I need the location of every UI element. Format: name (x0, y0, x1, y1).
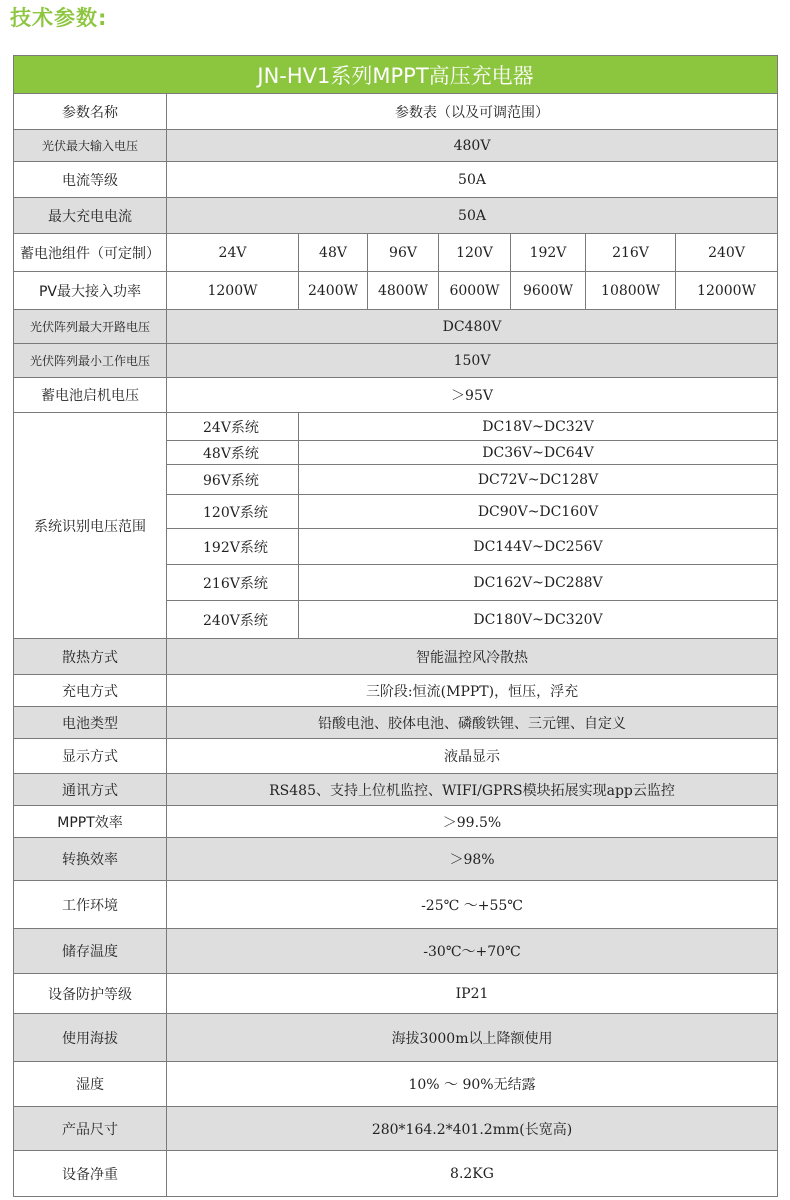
param-name: 最大充电电流 (14, 198, 167, 234)
param-name: 光伏阵列最小工作电压 (14, 344, 167, 378)
system-id-range: DC18V~DC32V (299, 413, 778, 441)
battery-voltage-cell: 192V (511, 234, 586, 272)
system-id-range: DC180V~DC320V (299, 601, 778, 639)
system-id-system: 192V系统 (167, 529, 299, 565)
system-id-range: DC162V~DC288V (299, 565, 778, 601)
page-heading: 技术参数: (10, 6, 108, 30)
param-value: 280*164.2*401.2mm(长宽高) (167, 1107, 778, 1151)
param-name: MPPT效率 (14, 806, 167, 838)
param-name: 使用海拔 (14, 1014, 167, 1062)
param-value: 150V (167, 344, 778, 378)
system-id-range: DC72V~DC128V (299, 465, 778, 495)
param-name: 通讯方式 (14, 774, 167, 806)
param-value: 50A (167, 198, 778, 234)
pv-power-cell: 9600W (511, 272, 586, 310)
param-name: 蓄电池组件（可定制） (14, 234, 167, 272)
system-id-system: 120V系统 (167, 495, 299, 529)
param-value-header: 参数表（以及可调范围） (167, 94, 778, 130)
param-value: 10% ～ 90%无结露 (167, 1062, 778, 1107)
param-name-header: 参数名称 (14, 94, 167, 130)
battery-voltage-cell: 24V (167, 234, 299, 272)
param-name: 散热方式 (14, 639, 167, 675)
param-name: 产品尺寸 (14, 1107, 167, 1151)
pv-power-cell: 1200W (167, 272, 299, 310)
param-name: 充电方式 (14, 675, 167, 707)
param-name: 光伏阵列最大开路电压 (14, 310, 167, 344)
param-name: 光伏最大输入电压 (14, 130, 167, 162)
system-id-name: 系统识别电压范围 (14, 413, 167, 639)
param-value: RS485、支持上位机监控、WIFI/GPRS模块拓展实现app云监控 (167, 774, 778, 806)
system-id-system: 24V系统 (167, 413, 299, 441)
param-name: 显示方式 (14, 739, 167, 774)
table-title: JN-HV1系列MPPT高压充电器 (14, 56, 778, 94)
battery-voltage-cell: 48V (299, 234, 368, 272)
param-name: 储存温度 (14, 929, 167, 974)
param-name: 湿度 (14, 1062, 167, 1107)
spec-table (13, 55, 778, 1197)
param-name: 设备净重 (14, 1151, 167, 1197)
param-value: ＞99.5% (167, 806, 778, 838)
param-value: 铅酸电池、胶体电池、磷酸铁锂、三元锂、自定义 (167, 707, 778, 739)
pv-power-cell: 6000W (439, 272, 511, 310)
battery-voltage-cell: 120V (439, 234, 511, 272)
param-name: 电流等级 (14, 162, 167, 198)
system-id-range: DC90V~DC160V (299, 495, 778, 529)
system-id-system: 240V系统 (167, 601, 299, 639)
param-name: 蓄电池启机电压 (14, 378, 167, 413)
param-value: -25℃ ～+55℃ (167, 881, 778, 929)
pv-power-cell: 12000W (676, 272, 778, 310)
pv-power-cell: 4800W (368, 272, 439, 310)
pv-power-cell: 2400W (299, 272, 368, 310)
param-value: 海拔3000m以上降额使用 (167, 1014, 778, 1062)
battery-voltage-cell: 216V (586, 234, 676, 272)
param-value: IP21 (167, 974, 778, 1014)
param-value: 三阶段:恒流(MPPT)，恒压，浮充 (167, 675, 778, 707)
param-value: 50A (167, 162, 778, 198)
param-value: ＞95V (167, 378, 778, 413)
system-id-system: 48V系统 (167, 441, 299, 465)
param-name: 设备防护等级 (14, 974, 167, 1014)
param-value: -30℃～+70℃ (167, 929, 778, 974)
pv-power-cell: 10800W (586, 272, 676, 310)
param-name: PV最大接入功率 (14, 272, 167, 310)
param-value: 液晶显示 (167, 739, 778, 774)
param-value: DC480V (167, 310, 778, 344)
param-value: 480V (167, 130, 778, 162)
battery-voltage-cell: 96V (368, 234, 439, 272)
battery-voltage-cell: 240V (676, 234, 778, 272)
system-id-system: 216V系统 (167, 565, 299, 601)
system-id-range: DC36V~DC64V (299, 441, 778, 465)
param-value: 智能温控风冷散热 (167, 639, 778, 675)
param-name: 电池类型 (14, 707, 167, 739)
system-id-range: DC144V~DC256V (299, 529, 778, 565)
param-value: 8.2KG (167, 1151, 778, 1197)
system-id-system: 96V系统 (167, 465, 299, 495)
param-name: 转换效率 (14, 838, 167, 881)
param-value: ＞98% (167, 838, 778, 881)
param-name: 工作环境 (14, 881, 167, 929)
